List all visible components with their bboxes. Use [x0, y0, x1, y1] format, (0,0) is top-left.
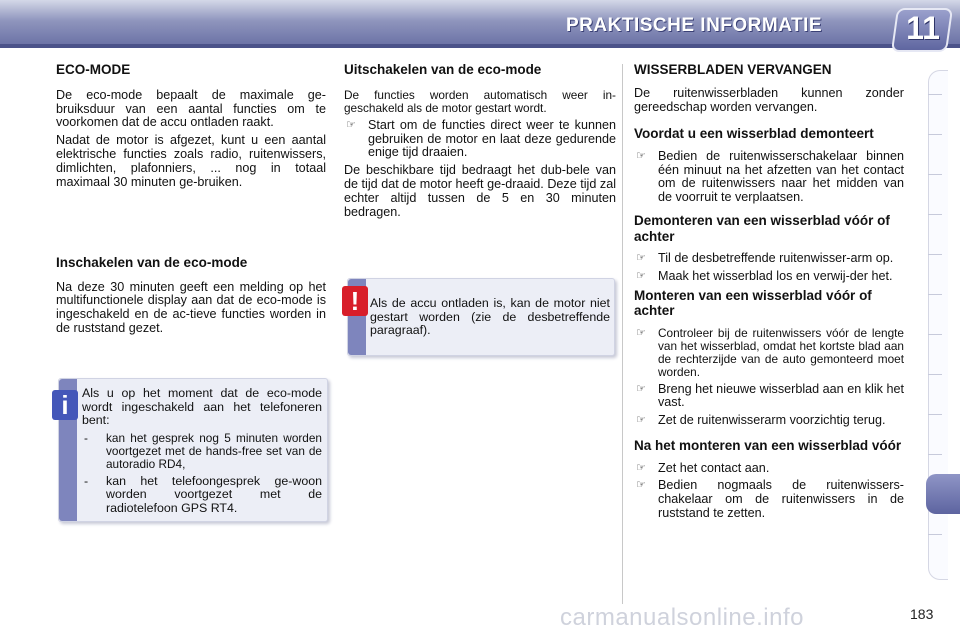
- rail-tick: [928, 534, 942, 535]
- pointing-hand-icon: ☞: [636, 269, 646, 282]
- info-note-item: [82, 432, 322, 471]
- column-inschakelen: [56, 255, 326, 340]
- bullet-item: [634, 414, 904, 428]
- bullet-item: [634, 383, 904, 411]
- rail-tick: [928, 134, 942, 135]
- rail-tick: [928, 94, 942, 95]
- bullet-item: [634, 252, 904, 266]
- inschakelen-paragraph: Na deze 30 minuten geeft een melding op het multifunctionele display aan dat de eco-mode is ingeschakeld en de ac-tieve functies worden in de ruststand gezet.: [56, 279, 326, 335]
- bullet-text: Til de desbetreffende ruitenwisser-arm op.: [658, 251, 894, 266]
- bullet-text: Breng het nieuwe wisserblad aan en klik het vast.: [658, 381, 904, 410]
- info-note-intro: Als u op het moment dat de eco-mode wordt ingeschakeld aan het telefoneren bent:: [82, 386, 322, 428]
- column-eco-mode: [56, 63, 326, 193]
- warning-icon: !: [342, 286, 368, 316]
- bullet-text: Controleer bij de ruitenwissers vóór de lengte van het wisserblad, omdat het kortste blad aan de rechterzijde van de auto gemonteerd moet worden.: [658, 325, 904, 379]
- bullet-text: Bedien nogmaals de ruitenwissers-chakelaar om de ruitenwissers in de ruststand te zetten.: [658, 478, 904, 520]
- column-uitschakelen: [344, 63, 616, 223]
- watermark: carmanualsonline.info: [560, 604, 804, 631]
- page-number: 183: [910, 606, 934, 622]
- section-title-eco-mode: ECO-MODE: [56, 62, 131, 77]
- rail-tick: [928, 334, 942, 335]
- rail-tick: [928, 454, 942, 455]
- bullet-item: [634, 479, 904, 520]
- bullet-item: [634, 150, 904, 205]
- rail-tick: [928, 254, 942, 255]
- bullet-text: Zet de ruitenwisserarm voorzichtig terug.: [658, 413, 886, 428]
- bullet-text: Bedien de ruitenwisserschakelaar binnen één minuut na het afzetten van het contact om de ruitenwissers naar het midden van de voorruit te verplaatsen.: [658, 148, 904, 205]
- info-note-item-text: kan het telefoongesprek ge-woon worden voortgezet met de radiotelefoon GPS RT4.: [106, 473, 322, 515]
- info-note-text: [82, 387, 322, 516]
- uitschakelen-paragraph-1: De functies worden automatisch weer in-geschakeld als de motor gestart wordt.: [344, 87, 616, 115]
- page-title: PRAKTISCHE INFORMATIE: [566, 15, 823, 36]
- eco-paragraph-1: De eco-mode bepaalt de maximale ge-bruiksduur van een aantal functies om te voorkomen dat de accu ontladen raakt.: [56, 87, 326, 130]
- chapter-number: 11: [906, 10, 940, 46]
- bullet-item: [634, 270, 904, 284]
- pointing-hand-icon: ☞: [636, 479, 646, 492]
- wisserbladen-intro: De ruitenwisserbladen kunnen zonder gereedschap worden vervangen.: [634, 85, 904, 114]
- header-rule: [0, 44, 960, 48]
- column-wisserbladen: [634, 63, 904, 525]
- info-note-item: [82, 475, 322, 516]
- rail-tick: [928, 374, 942, 375]
- section-title-uitschakelen: Uitschakelen van de eco-mode: [344, 62, 542, 77]
- subsection-title-demonteren: Demonteren van een wisserblad vóór of achter: [634, 213, 890, 244]
- pointing-hand-icon: ☞: [346, 118, 356, 131]
- rail-tick: [928, 294, 942, 295]
- bullet-text: Maak het wisserblad los en verwij-der het.: [658, 268, 893, 283]
- pointing-hand-icon: ☞: [636, 326, 646, 339]
- subsection-title-na-monteren: Na het monteren van een wisserblad vóór: [634, 438, 902, 454]
- rail-tick: [928, 214, 942, 215]
- dash-marker: -: [84, 430, 88, 445]
- bullet-item: [634, 462, 904, 476]
- rail-tick: [928, 414, 942, 415]
- info-icon: i: [52, 390, 78, 420]
- section-title-inschakelen: Inschakelen van de eco-mode: [56, 255, 248, 270]
- dash-marker: -: [84, 473, 89, 488]
- rail-tick: [928, 174, 942, 175]
- pointing-hand-icon: ☞: [636, 414, 646, 427]
- bullet-text: Start om de functies direct weer te kunnen gebruiken de motor en laat deze gedurende enige tijd draaien.: [368, 117, 616, 160]
- chapter-tab-active[interactable]: [926, 474, 960, 514]
- bullet-item: [344, 119, 616, 160]
- pointing-hand-icon: ☞: [636, 382, 646, 395]
- uitschakelen-paragraph-2: De beschikbare tijd bedraagt het dub-bele van de tijd dat de motor heeft ge-draaid. Deze tijd zal echter altijd tussen de 5 en 30 minuten bedragen.: [344, 163, 616, 219]
- pointing-hand-icon: ☞: [636, 149, 646, 162]
- subsection-title-voordat: Voordat u een wisserblad demonteert: [634, 126, 874, 142]
- pointing-hand-icon: ☞: [636, 461, 646, 474]
- eco-paragraph-2: Nadat de motor is afgezet, kunt u een aantal elektrische functies zoals radio, ruitenwissers, dimlichten, plafonniers, ... nog in totaal maximaal 30 minuten ge-bruiken.: [56, 133, 326, 189]
- section-title-wisserbladen: WISSERBLADEN VERVANGEN: [634, 62, 832, 77]
- warning-note-text: Als de accu ontladen is, kan de motor niet gestart worden (zie de desbetreffende paragraaf).: [370, 296, 610, 338]
- info-note-item-text: kan het gesprek nog 5 minuten worden voortgezet met de hands-free set van de autoradio RD4,: [106, 430, 322, 471]
- pointing-hand-icon: ☞: [636, 252, 646, 265]
- bullet-text: Zet het contact aan.: [658, 460, 770, 475]
- subsection-title-monteren: Monteren van een wisserblad vóór of achter: [634, 287, 872, 319]
- column-divider: [622, 64, 623, 604]
- bullet-item: [634, 327, 904, 379]
